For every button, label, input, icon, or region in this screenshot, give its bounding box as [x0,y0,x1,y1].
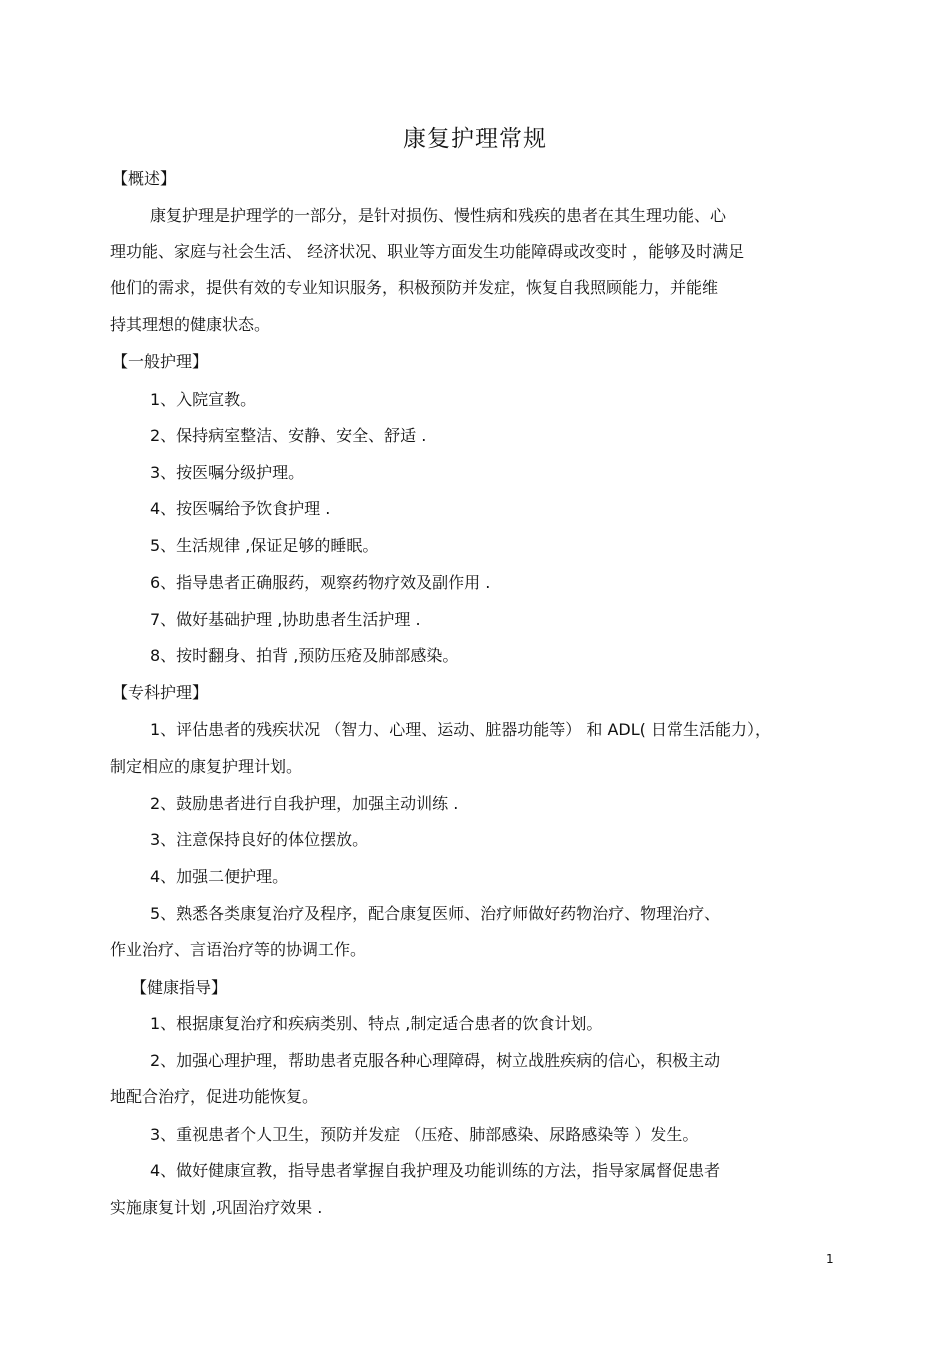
paragraph-line: 3、重视患者个人卫生，预防并发症 （压疮、肺部感染、尿路感染等 ）发生。 [150,1125,699,1144]
section-heading-general: 【一般护理】 [112,352,209,371]
list-item: 7、做好基础护理 ,协助患者生活护理 . [150,610,421,629]
paragraph-line: 康复护理是护理学的一部分，是针对损伤、慢性病和残疾的患者在其生理功能、心 [150,206,727,225]
list-item: 8、按时翻身、拍背 ,预防压疮及肺部感染。 [150,646,459,665]
list-item: 3、按医嘱分级护理。 [150,463,305,482]
paragraph-line: 作业治疗、言语治疗等的协调工作。 [110,940,367,959]
paragraph-line: 地配合治疗，促进功能恢复。 [110,1087,319,1106]
list-item: 2、保持病室整洁、安静、安全、舒适 . [150,426,427,445]
section-heading-specialty: 【专科护理】 [112,683,209,702]
paragraph-line: 2、加强心理护理，帮助患者克服各种心理障碍，树立战胜疾病的信心，积极主动 [150,1051,721,1070]
list-item: 1、入院宣教。 [150,390,257,409]
section-heading-health: 【健康指导】 [131,978,228,997]
paragraph-line: 2、鼓励患者进行自我护理，加强主动训练 . [150,794,459,813]
paragraph-line: 1、评估患者的残疾状况 （智力、心理、运动、脏器功能等） 和 ADL( 日常生活能力）， [150,720,771,739]
paragraph-line: 理功能、家庭与社会生活、 经济状况、职业等方面发生功能障碍或改变时 ，能够及时满足 [110,242,745,261]
paragraph-line: 3、注意保持良好的体位摆放。 [150,830,369,849]
paragraph-line: 4、做好健康宣教，指导患者掌握自我护理及功能训练的方法，指导家属督促患者 [150,1161,721,1180]
page-number: 1 [826,1252,834,1266]
paragraph-line: 1、根据康复治疗和疾病类别、特点 ,制定适合患者的饮食计划。 [150,1014,603,1033]
paragraph-line: 4、加强二便护理。 [150,867,289,886]
paragraph-line: 他们的需求，提供有效的专业知识服务，积极预防并发症，恢复自我照顾能力，并能维 [110,278,719,297]
page-title: 康复护理常规 [403,126,547,152]
paragraph-line: 实施康复计划 ,巩固治疗效果 . [110,1198,323,1217]
paragraph-line: 5、熟悉各类康复治疗及程序，配合康复医师、治疗师做好药物治疗、物理治疗、 [150,904,721,923]
paragraph-line: 持其理想的健康状态。 [110,315,271,334]
list-item: 5、生活规律 ,保证足够的睡眠。 [150,536,379,555]
list-item: 4、按医嘱给予饮食护理 . [150,499,331,518]
section-heading-overview: 【概述】 [112,169,177,188]
list-item: 6、指导患者正确服药，观察药物疗效及副作用 . [150,573,491,592]
paragraph-line: 制定相应的康复护理计划。 [110,757,303,776]
